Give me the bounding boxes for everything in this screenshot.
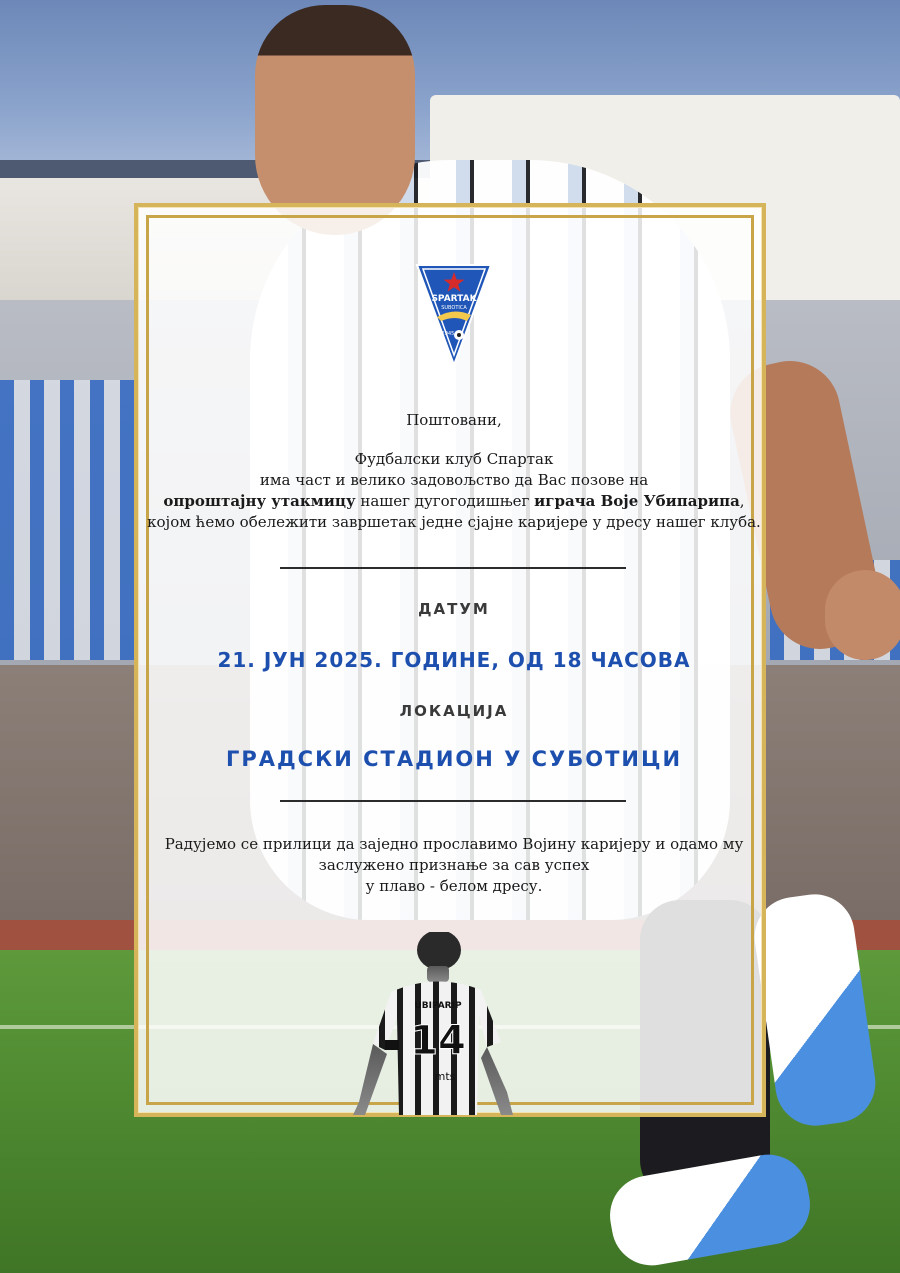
- farewell-match-text: опроштајну утакмицу: [163, 492, 356, 510]
- svg-text:1945: 1945: [441, 331, 455, 337]
- intro-line-2: има част и велико задовољство да Вас позове на: [259, 471, 649, 489]
- club-crest-logo: [415, 263, 493, 367]
- player-hand: [825, 570, 900, 660]
- intro-line-1: Фудбалски клуб Спартак: [354, 450, 554, 468]
- closing-line-3: у плаво - белом дресу.: [365, 877, 543, 895]
- stadium-seats-left: [0, 380, 135, 660]
- date-value: 21. ЈУН 2025. ГОДИНЕ, ОД 18 ЧАСОВА: [217, 648, 691, 672]
- greeting: Поштовани,: [406, 411, 502, 429]
- invitation-intro: [138, 449, 770, 533]
- divider-bottom: [280, 800, 626, 802]
- svg-text:SPARTAK: SPARTAK: [431, 294, 477, 304]
- svg-text:mts: mts: [434, 1070, 456, 1083]
- location-label: ЛОКАЦИЈА: [399, 702, 509, 720]
- intro-line-3-mid: нашег дугогодишњег: [355, 492, 535, 510]
- closing-line-1: Радујемо се прилици да заједно прославимо Војину каријеру и одамо му: [164, 835, 744, 853]
- player-head: [255, 5, 415, 235]
- invitation-card: [134, 203, 766, 1117]
- svg-text:UBIPARIP: UBIPARIP: [414, 1001, 462, 1011]
- location-value: ГРАДСКИ СТАДИОН У СУБОТИЦИ: [225, 747, 683, 771]
- player-back-photo: [351, 932, 521, 1115]
- intro-line-4: којом ћемо обележити завршетак једне сјајне каријере у дресу нашег клуба.: [147, 513, 761, 531]
- closing-message: [138, 834, 770, 897]
- divider-top: [280, 567, 626, 569]
- svg-text:SUBOTICA: SUBOTICA: [441, 305, 467, 311]
- svg-text:14: 14: [410, 1018, 466, 1064]
- date-label: ДАТУМ: [418, 600, 490, 618]
- closing-line-2: заслужено признање за сав успех: [318, 856, 590, 874]
- player-name-text: играча Воје Убипарипа: [534, 492, 740, 510]
- intro-line-3: [138, 491, 770, 512]
- intro-line-3-end: ,: [739, 492, 745, 510]
